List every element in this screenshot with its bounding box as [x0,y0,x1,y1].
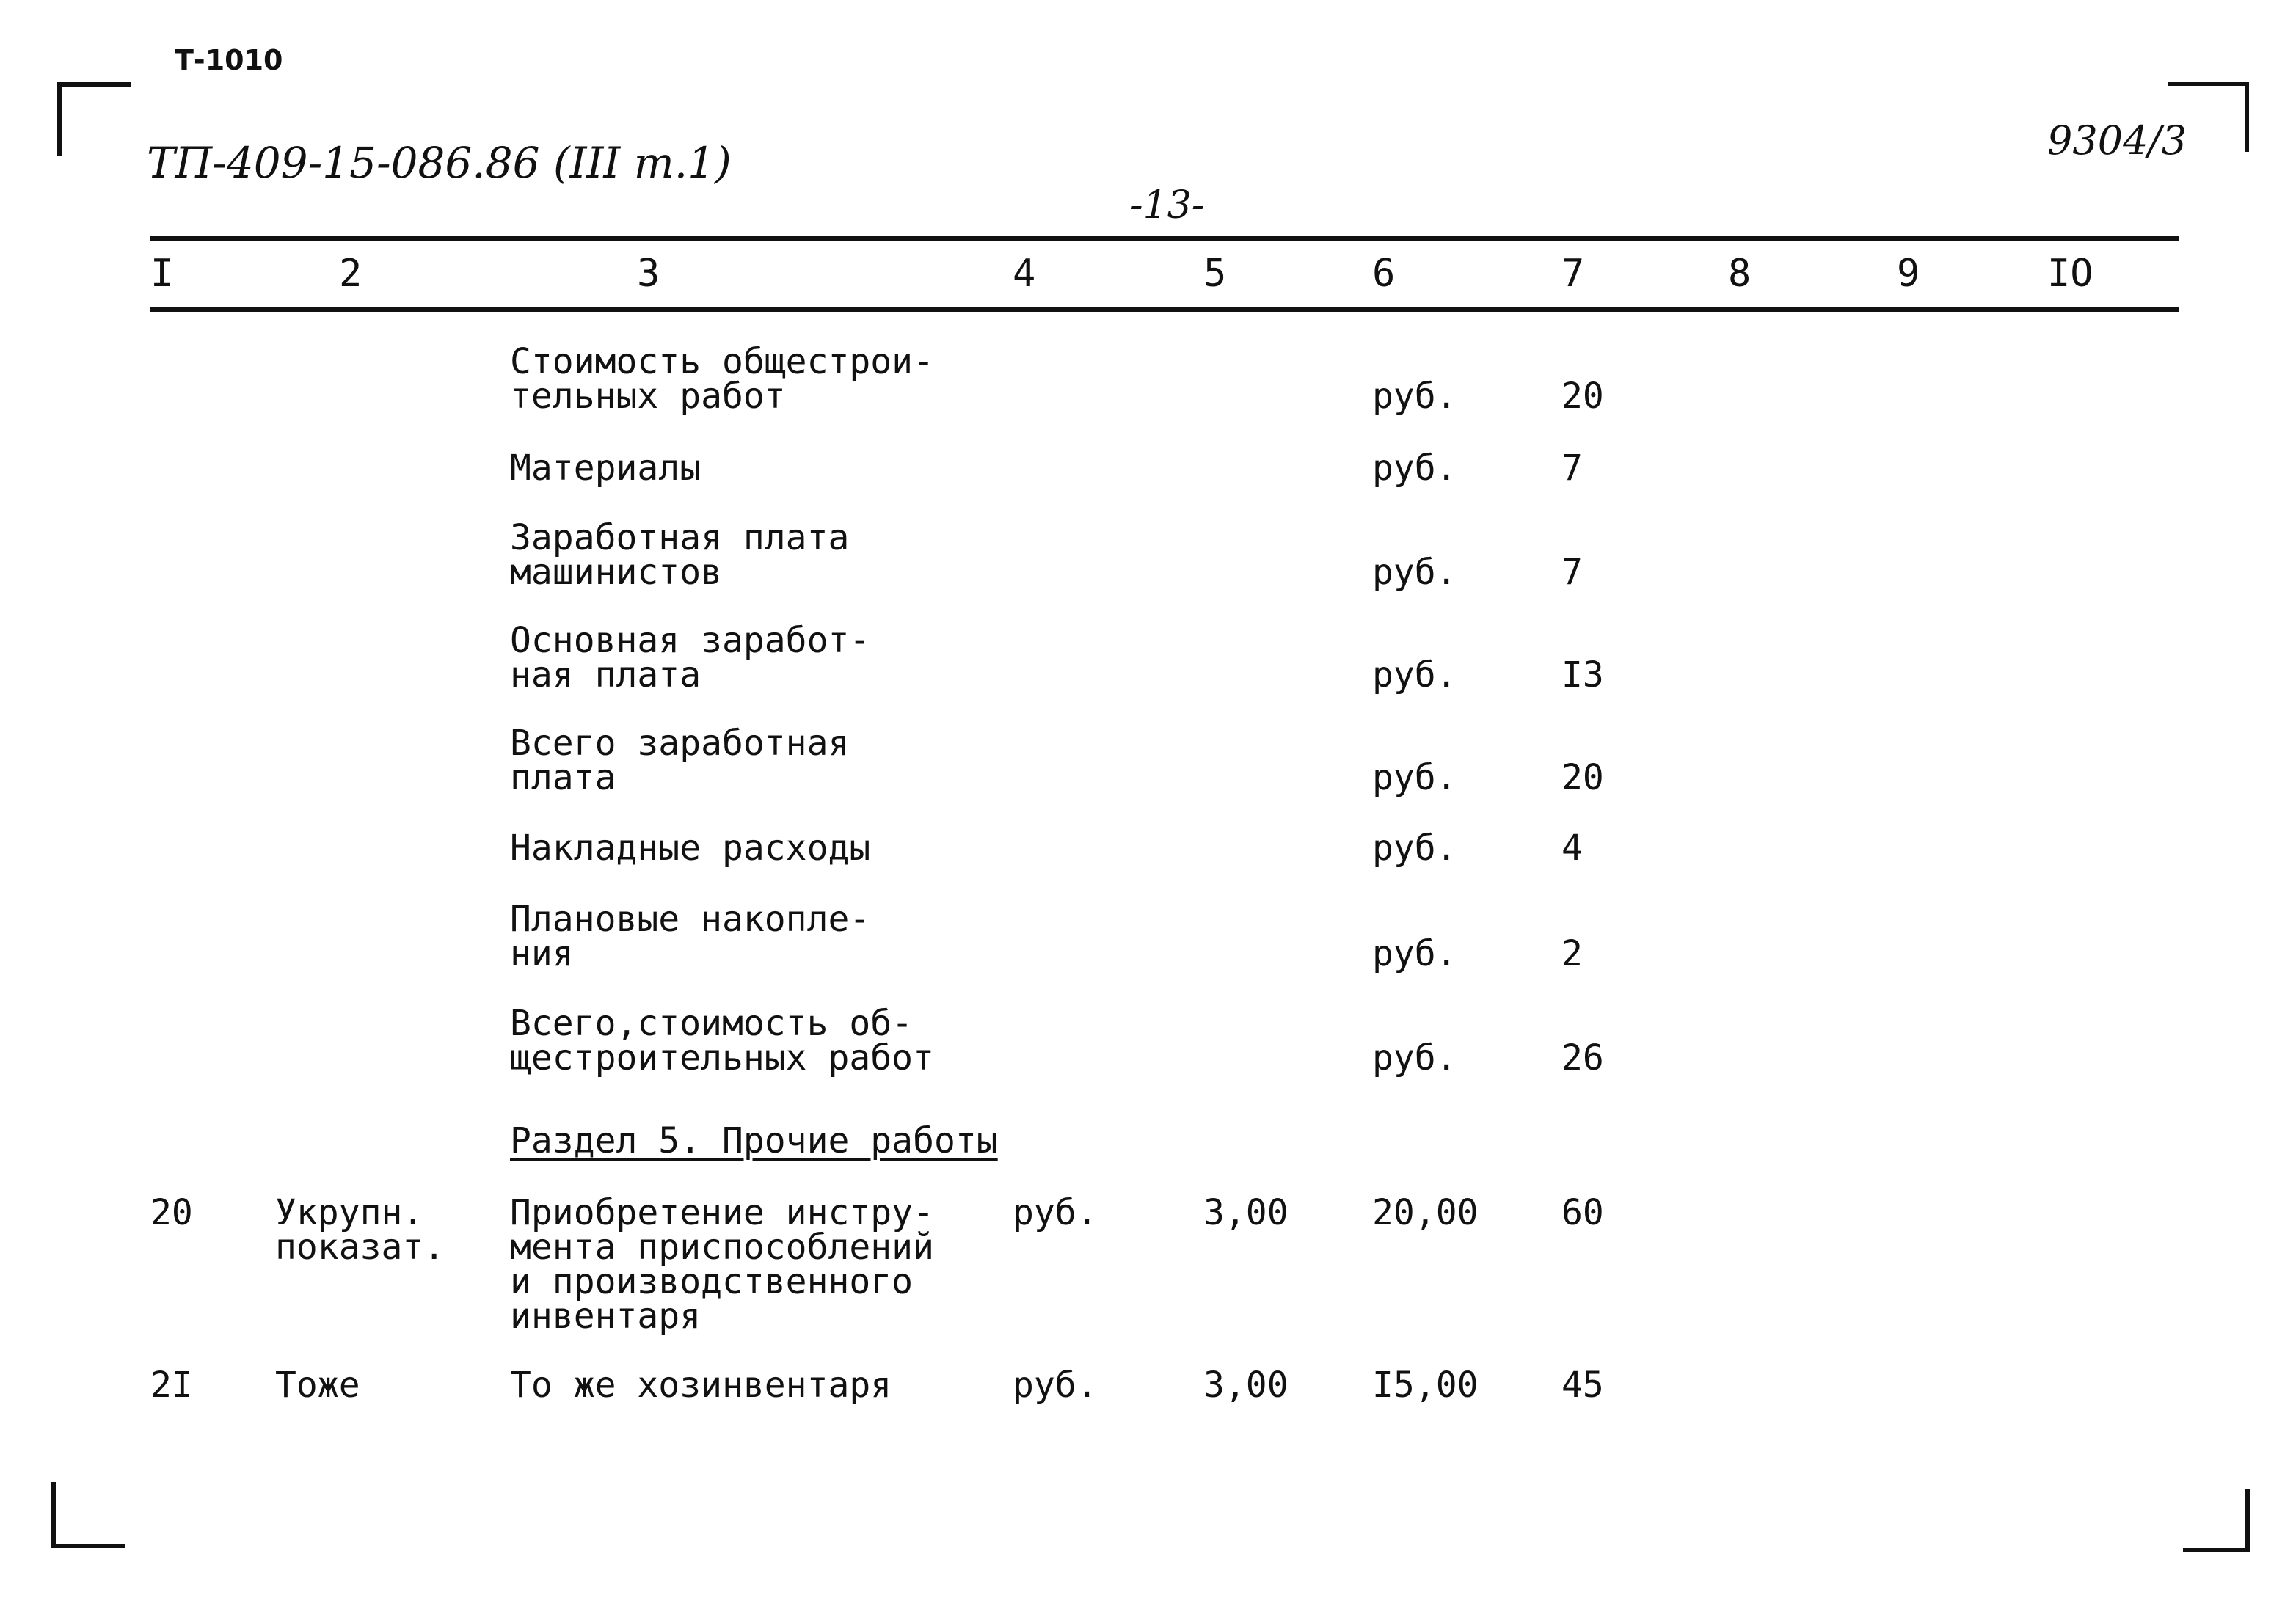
item-unit: руб. [1013,1365,1098,1406]
column-number-7: 7 [1561,252,1585,296]
corner-mark-bottom-left-h [51,1544,125,1548]
column-number-8: 8 [1728,252,1752,296]
archive-number: 9304/3 [2047,117,2187,164]
column-number-4: 4 [1013,252,1036,296]
item-number: 20 [150,1192,193,1233]
cost-row-name: Плановые накопле- ния [510,899,871,974]
cost-row-value: 7 [1561,552,1583,593]
cost-row-value: 20 [1561,376,1604,417]
item-quantity: 3,00 [1203,1365,1289,1406]
item-unit: руб. [1013,1192,1098,1233]
header-top-rule [150,236,2179,241]
cost-row-value: 7 [1561,448,1583,489]
cost-row-value: 2 [1561,933,1583,974]
cost-row-value: 20 [1561,757,1604,798]
item-basis: Тоже [275,1365,360,1406]
column-number-1: I [150,252,174,296]
item-number: 2I [150,1365,193,1406]
corner-mark-top-left-v [57,82,62,156]
cost-row-value: 4 [1561,828,1583,869]
corner-mark-top-left-h [57,82,131,87]
corner-mark-bottom-left-v [51,1482,56,1548]
corner-mark-top-right-v [2245,82,2249,152]
column-number-5: 5 [1203,252,1227,296]
item-total: 45 [1561,1365,1604,1406]
item-basis: Укрупн. показат. [275,1192,445,1268]
cost-row-name: Заработная плата машинистов [510,517,850,593]
column-number-2: 2 [339,252,362,296]
item-price: I5,00 [1372,1365,1479,1406]
cost-row-name: Накладные расходы [510,828,871,869]
corner-mark-top-right-h [2168,82,2249,86]
column-number-10: IO [2047,252,2093,296]
cost-row-unit: руб. [1372,933,1457,974]
cost-row-unit: руб. [1372,376,1457,417]
corner-mark-bottom-right-h [2183,1548,2250,1552]
cost-row-unit: руб. [1372,654,1457,695]
cost-row-unit: руб. [1372,552,1457,593]
corner-mark-bottom-right-v [2245,1489,2250,1552]
sheet-code: Т-1010 [175,44,283,76]
cost-row-name: Основная заработ- ная плата [510,620,871,695]
cost-row-unit: руб. [1372,757,1457,798]
cost-row-value: 26 [1561,1037,1604,1078]
project-designation: ТП-409-15-086.86 (III т.1) [147,138,732,188]
cost-row-unit: руб. [1372,1037,1457,1078]
column-number-3: 3 [637,252,660,296]
item-price: 20,00 [1372,1192,1479,1233]
cost-row-name: Стоимость общестрои- тельных работ [510,341,934,417]
section-title: Раздел 5. Прочие работы [510,1120,998,1161]
item-quantity: 3,00 [1203,1192,1289,1233]
cost-row-unit: руб. [1372,828,1457,869]
cost-row-name: Материалы [510,448,701,489]
item-name: То же хозинвентаря [510,1365,892,1406]
cost-row-name: Всего заработная плата [510,723,850,798]
cost-row-name: Всего,стоимость об- щестроительных работ [510,1003,934,1078]
column-number-6: 6 [1372,252,1396,296]
column-number-9: 9 [1897,252,1920,296]
item-total: 60 [1561,1192,1604,1233]
item-name: Приобретение инстру- мента приспособлений и производственного инвентаря [510,1192,934,1337]
cost-row-unit: руб. [1372,448,1457,489]
page-number: -13- [1130,183,1205,227]
header-bottom-rule [150,307,2179,312]
cost-row-value: I3 [1561,654,1604,695]
